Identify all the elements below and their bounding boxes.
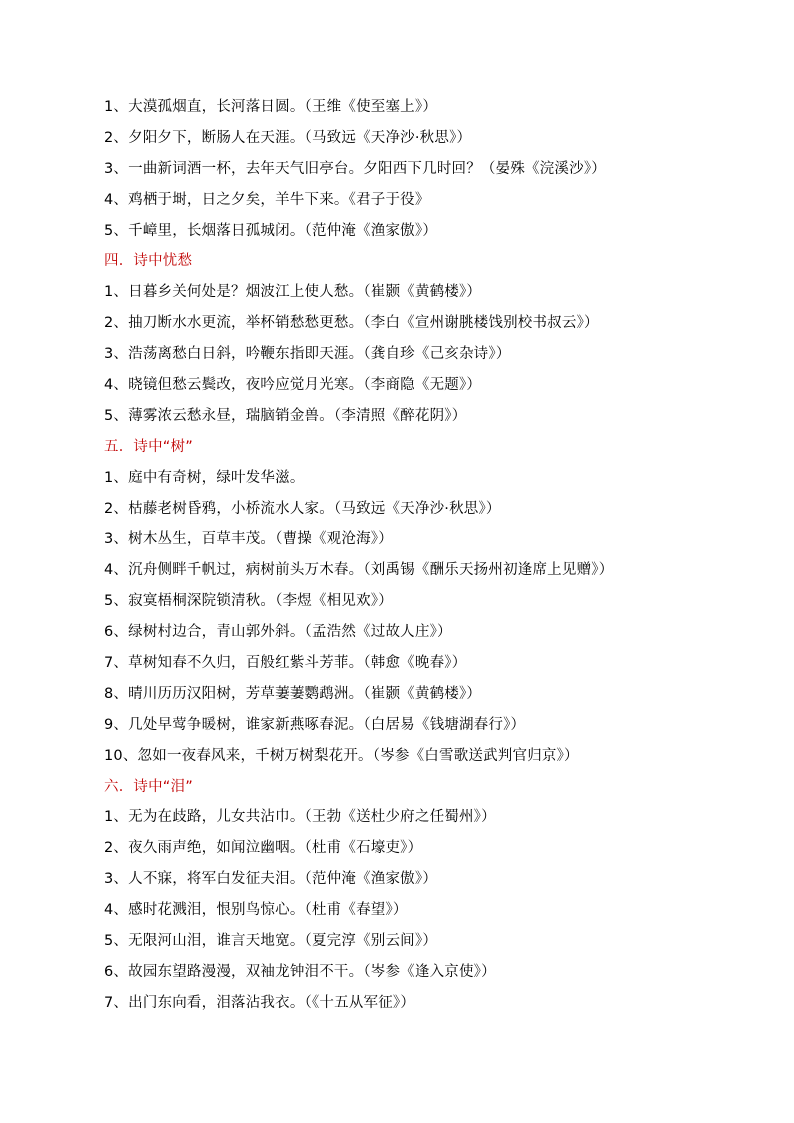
poem-line: 6、绿树村边合，青山郭外斜。（孟浩然《过故人庄》） <box>104 624 452 641</box>
poem-line: 5、薄雾浓云愁永昼，瑞脑销金兽。（李清照《醉花阴》） <box>104 407 467 424</box>
poem-line: 2、抽刀断水水更流，举杯销愁愁更愁。（李白《宣州谢朓楼饯别校书叔云》） <box>104 315 599 332</box>
poem-line: 4、感时花溅泪，恨别鸟惊心。（杜甫《春望》） <box>104 902 408 919</box>
poem-line: 5、寂寞梧桐深院锁清秋。（李煜《相见欢》） <box>104 593 393 610</box>
poem-line: 3、浩荡离愁白日斜，吟鞭东指即天涯。（龚自珍《己亥杂诗》） <box>104 346 511 363</box>
poem-line: 6、故园东望路漫漫，双袖龙钟泪不干。（岑参《逢入京使》） <box>104 963 496 980</box>
poem-line: 5、千嶂里，长烟落日孤城闭。（范仲淹《渔家傲》） <box>104 222 438 239</box>
poem-line: 9、几处早莺争暖树，谁家新燕啄春泥。（白居易《钱塘湖春行》） <box>104 716 526 733</box>
section-heading: 四．诗中忧愁 <box>104 253 193 270</box>
poem-line: 1、大漠孤烟直，长河落日圆。（王维《使至塞上》） <box>104 99 438 115</box>
poem-line: 1、日暮乡关何处是？烟波江上使人愁。（崔颢《黄鹤楼》） <box>104 284 482 301</box>
poem-line: 4、晓镜但愁云鬓改，夜吟应觉月光寒。（李商隐《无题》） <box>104 377 482 394</box>
poem-line: 7、草树知春不久归，百般红紫斗芳菲。（韩愈《晚春》） <box>104 655 467 672</box>
poem-line: 3、树木丛生，百草丰茂。（曹操《观沧海》） <box>104 531 393 548</box>
poem-line: 2、夕阳夕下，断肠人在天涯。（马致远《天净沙·秋思》） <box>104 129 472 146</box>
section-heading: 六．诗中“泪” <box>104 778 193 795</box>
poem-line: 4、沉舟侧畔千帆过，病树前头万木春。（刘禹锡《酬乐天扬州初逢席上见赠》） <box>104 562 614 579</box>
poem-line: 1、无为在歧路，儿女共沾巾。（王勃《送杜少府之任蜀州》） <box>104 809 496 826</box>
section-heading: 五．诗中“树” <box>104 438 193 455</box>
poem-line: 3、人不寐，将军白发征夫泪。（范仲淹《渔家傲》） <box>104 871 438 888</box>
poem-line: 7、出门东向看，泪落沾我衣。（《十五从军征》） <box>104 994 416 1011</box>
document-page <box>104 92 724 1019</box>
poem-line: 4、鸡栖于埘，日之夕矣，羊牛下来。《君子于役》 <box>104 191 430 208</box>
poem-line: 2、枯藤老树昏鸦，小桥流水人家。（马致远《天净沙·秋思》） <box>104 500 501 517</box>
poem-line: 10、忽如一夜春风来，千树万树梨花开。（岑参《白雪歌送武判官归京》） <box>104 747 579 764</box>
poem-line: 3、一曲新词酒一杯，去年天气旧亭台。夕阳西下几时回？（晏殊《浣溪沙》） <box>104 160 606 177</box>
poem-line: 5、无限河山泪，谁言天地宽。（夏完淳《别云间》） <box>104 933 438 950</box>
poem-line: 1、庭中有奇树，绿叶发华滋。 <box>104 469 305 486</box>
poem-line: 2、夜久雨声绝，如闻泣幽咽。（杜甫《石壕吏》） <box>104 840 423 857</box>
poem-line: 8、晴川历历汉阳树，芳草萋萋鹦鹉洲。（崔颢《黄鹤楼》） <box>104 685 482 702</box>
